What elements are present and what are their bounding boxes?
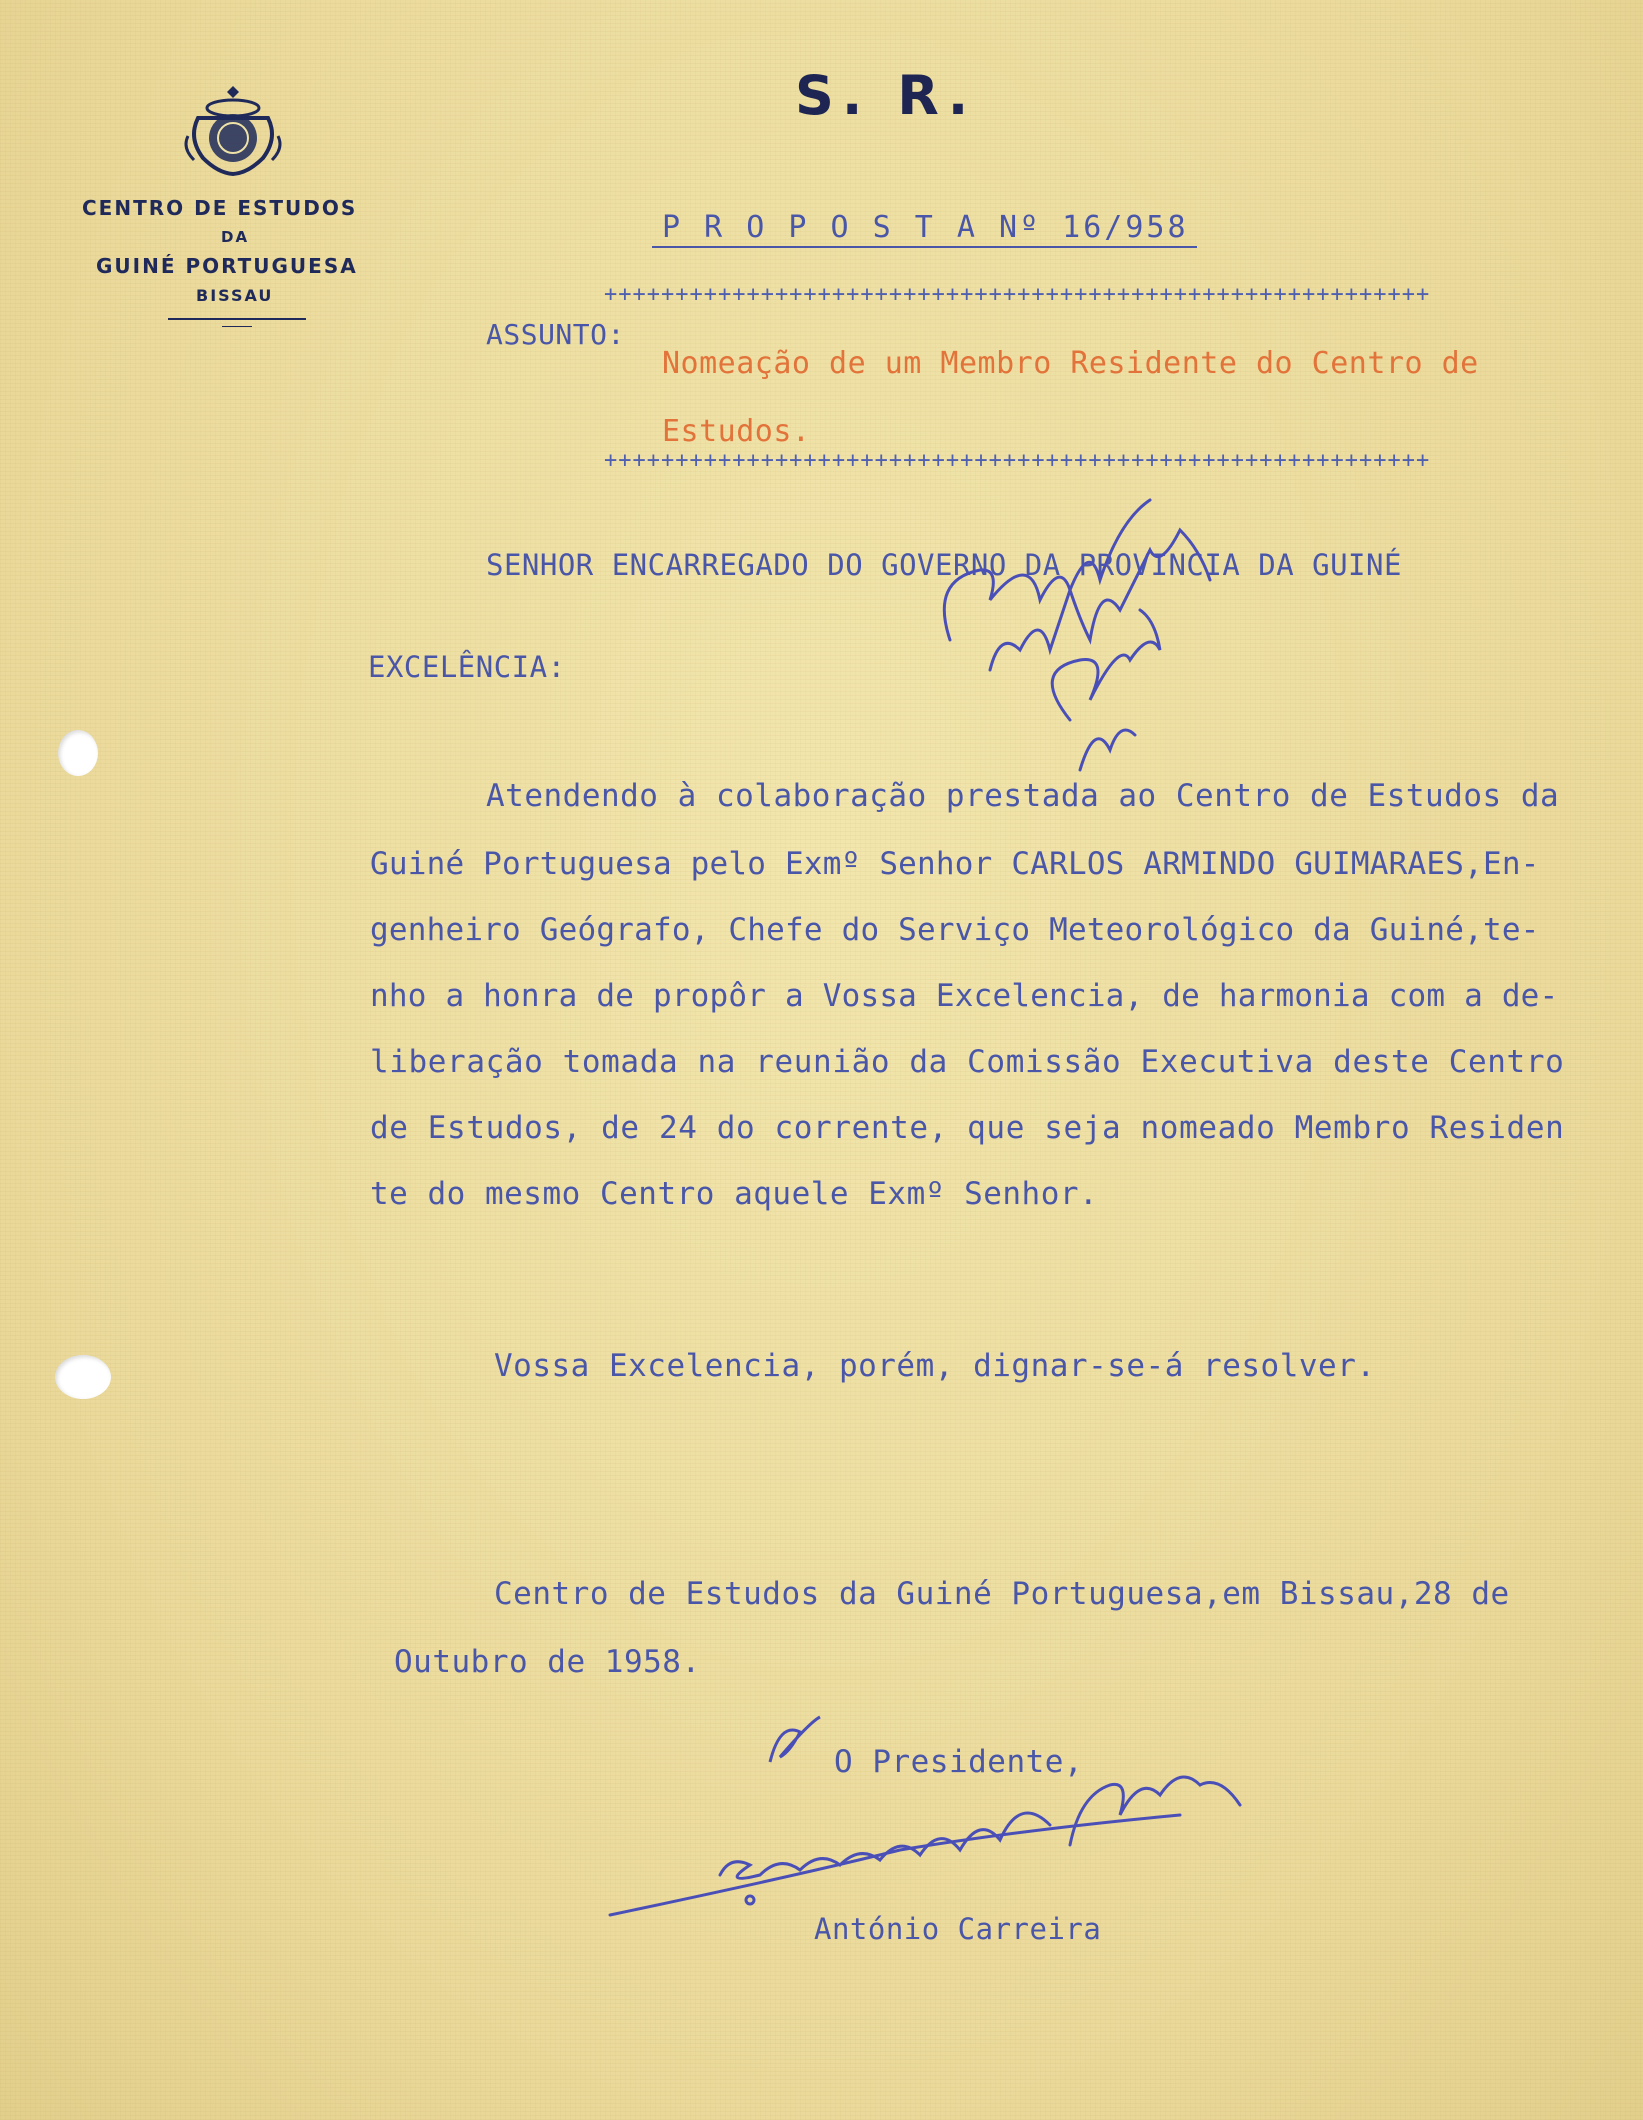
body-line: liberação tomada na reunião da Comissão Executiva deste Centro [370,1044,1565,1080]
proposal-title-underline [652,246,1197,248]
separator-bottom: ++++++++++++++++++++++++++++++++++++++++++++++++++++++++++ [604,448,1431,473]
addressee: SENHOR ENCARREGADO DO GOVERNO DA PROVINCIA DA GUINÉ [486,548,1402,582]
handwritten-annotation [920,460,1240,790]
punch-hole-bottom [55,1355,111,1399]
subject-label: ASSUNTO: [486,318,625,351]
signatory-name: António Carreira [814,1912,1102,1946]
body-line: Atendendo à colaboração prestada ao Centro de Estudos da [486,778,1560,814]
coat-of-arms-emblem [178,78,288,178]
subject-line-2: Estudos. [662,414,811,449]
body-line: genheiro Geógrafo, Chefe do Serviço Meteorológico da Guiné,te- [370,912,1540,948]
body-line: Guiné Portuguesa pelo Exmº Senhor CARLOS ARMINDO GUIMARAES,En- [370,846,1540,882]
salutation: EXCELÊNCIA: [368,650,566,684]
handwritten-signature [600,1755,1260,1935]
place-date-line-1: Centro de Estudos da Guiné Portuguesa,em Bissau,28 de [494,1576,1510,1612]
body-line: nho a honra de propôr a Vossa Excelencia, de harmonia com a de- [370,978,1559,1014]
letterhead-divider-small [222,326,252,327]
separator-top: ++++++++++++++++++++++++++++++++++++++++++++++++++++++++++ [604,282,1431,307]
letterhead-line-1: CENTRO DE ESTUDOS [82,196,358,220]
punch-hole-top [58,730,98,776]
closing-sentence: Vossa Excelencia, porém, dignar-se-á resolver. [494,1348,1376,1384]
body-line: te do mesmo Centro aquele Exmº Senhor. [370,1176,1099,1212]
letterhead-line-3: GUINÉ PORTUGUESA [96,254,358,278]
letterhead-divider [168,318,306,320]
subject-line-1: Nomeação de um Membro Residente do Centro de [662,346,1479,381]
place-date-line-2: Outubro de 1958. [394,1644,701,1680]
header-mark: S. R. [795,64,977,127]
letterhead-line-4: BISSAU [196,286,274,305]
signature-role: O Presidente, [834,1744,1084,1780]
letterhead-line-2: DA [221,228,250,246]
proposal-title: P R O P O S T A Nº 16/958 [662,210,1189,245]
body-line: de Estudos, de 24 do corrente, que seja nomeado Membro Residen [370,1110,1565,1146]
